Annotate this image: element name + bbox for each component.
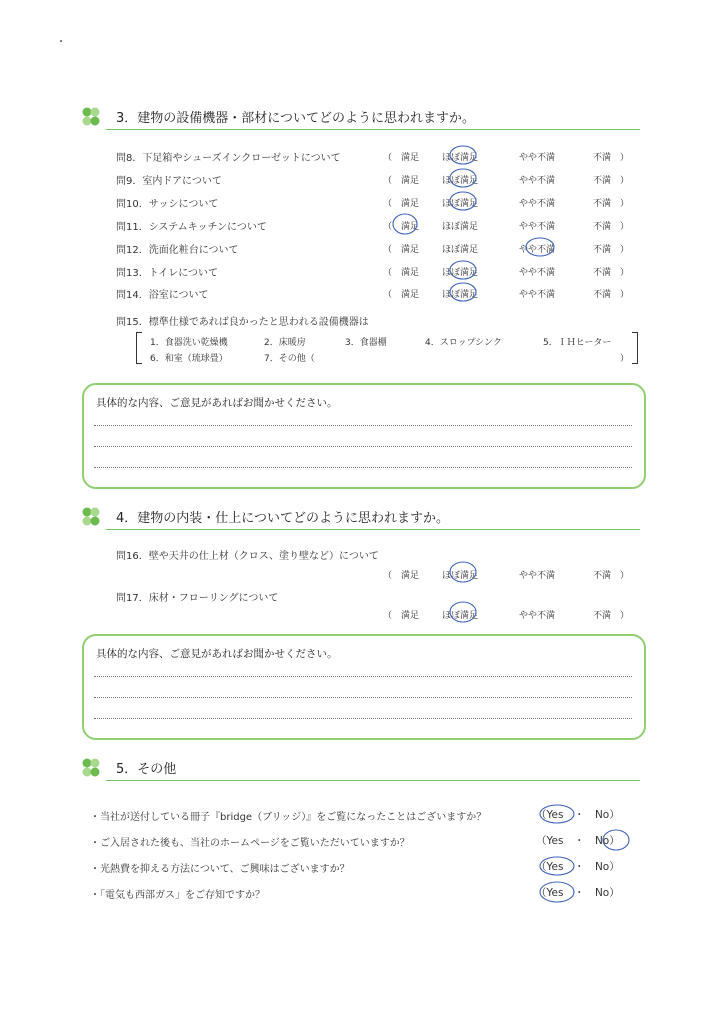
- pen-circle-mark: [450, 602, 476, 622]
- question-label: 問11．システムキッチンについて: [116, 222, 267, 233]
- option-satisfied[interactable]: （ 満足: [383, 268, 420, 278]
- option-satisfied[interactable]: （ 満足: [383, 611, 420, 621]
- question-label: 問13．トイレについて: [116, 268, 219, 279]
- yes-no-answer[interactable]: （Yes ・ No）: [536, 861, 620, 873]
- other-question: ・光熱費を抑える方法について、ご興味はございますか？: [90, 864, 350, 875]
- q15-item[interactable]: 5．ＩＨヒーター: [543, 338, 612, 348]
- option-dissatisfied[interactable]: 不満 ）: [593, 571, 630, 581]
- pen-circle-mark: [393, 214, 417, 234]
- option-satisfied[interactable]: （ 満足: [383, 153, 420, 163]
- option-dissatisfied[interactable]: 不満 ）: [593, 611, 630, 621]
- option-mostly-satisfied[interactable]: ほぼ満足: [442, 611, 479, 621]
- option-satisfied[interactable]: （ 満足: [383, 222, 420, 232]
- option-somewhat-dissatisfied[interactable]: やや不満: [519, 290, 556, 300]
- pen-circle-mark: [526, 238, 554, 256]
- option-mostly-satisfied[interactable]: ほぼ満足: [442, 153, 479, 163]
- section3-title: 3．建物の設備機器・部材についてどのように思われますか。: [116, 111, 476, 126]
- q15-item[interactable]: 7．その他（: [264, 354, 315, 364]
- pen-circle-mark: [450, 283, 476, 301]
- option-somewhat-dissatisfied[interactable]: やや不満: [519, 268, 556, 278]
- yes-no-answer[interactable]: （Yes ・ No）: [536, 809, 620, 821]
- option-somewhat-dissatisfied[interactable]: やや不満: [519, 199, 556, 209]
- pen-circle-mark: [450, 261, 476, 279]
- option-somewhat-dissatisfied[interactable]: やや不満: [519, 571, 556, 581]
- option-satisfied[interactable]: （ 満足: [383, 290, 420, 300]
- option-satisfied[interactable]: （ 満足: [383, 176, 420, 186]
- option-dissatisfied[interactable]: 不満 ）: [593, 176, 630, 186]
- option-dissatisfied[interactable]: 不満 ）: [593, 268, 630, 278]
- option-satisfied[interactable]: （ 満足: [383, 571, 420, 581]
- question-label: 問9．室内ドアについて: [116, 176, 222, 187]
- option-somewhat-dissatisfied[interactable]: やや不満: [519, 611, 556, 621]
- option-mostly-satisfied[interactable]: ほぼ満足: [442, 290, 479, 300]
- comment-label: 具体的な内容、ご意見があればお聞かせください。: [96, 397, 338, 409]
- pen-circle-mark: [450, 169, 476, 187]
- pen-circle-mark: [540, 882, 574, 902]
- option-mostly-satisfied[interactable]: ほぼ満足: [442, 571, 479, 581]
- question-label: 問14．浴室について: [116, 290, 209, 301]
- option-mostly-satisfied[interactable]: ほぼ満足: [442, 199, 479, 209]
- q15-close-paren: ）: [620, 354, 630, 364]
- other-question: ・ご入居された後も、当社のホームページをご覧いただいていますか？: [90, 838, 410, 849]
- pen-circle-mark: [450, 146, 476, 164]
- option-dissatisfied[interactable]: 不満 ）: [593, 153, 630, 163]
- option-dissatisfied[interactable]: 不満 ）: [593, 222, 630, 232]
- option-somewhat-dissatisfied[interactable]: やや不満: [519, 245, 556, 255]
- pen-circle-mark: [603, 830, 629, 850]
- option-mostly-satisfied[interactable]: ほぼ満足: [442, 222, 479, 232]
- option-dissatisfied[interactable]: 不満 ）: [593, 245, 630, 255]
- question-label: 問8．下足箱やシューズインクローゼットについて: [116, 153, 341, 164]
- option-mostly-satisfied[interactable]: ほぼ満足: [442, 245, 479, 255]
- comment-label: 具体的な内容、ご意見があればお聞かせください。: [96, 648, 338, 660]
- other-question: ・「電気も西部ガス」をご存知ですか？: [90, 890, 265, 901]
- q15-item[interactable]: 1．食器洗い乾燥機: [150, 338, 228, 348]
- option-somewhat-dissatisfied[interactable]: やや不満: [519, 222, 556, 232]
- option-dissatisfied[interactable]: 不満 ）: [593, 290, 630, 300]
- question-label: 問12．洗面化粧台について: [116, 245, 239, 256]
- q15-item[interactable]: 3．食器棚: [345, 338, 387, 348]
- question-label: 問17．床材・フローリングについて: [116, 593, 279, 604]
- section5-title: 5．その他: [116, 762, 177, 777]
- scan-speck: [60, 40, 62, 42]
- option-somewhat-dissatisfied[interactable]: やや不満: [519, 153, 556, 163]
- other-question: ・当社が送付している冊子『bridge（ブリッジ）』をご覧になったことはございますか？: [90, 812, 487, 823]
- question-label: 問10．サッシについて: [116, 199, 219, 210]
- q15-item[interactable]: 4．スロップシンク: [425, 338, 502, 348]
- option-mostly-satisfied[interactable]: ほぼ満足: [442, 176, 479, 186]
- q15-label: 問15．標準仕様であれば良かったと思われる設備機器は: [116, 317, 369, 328]
- option-somewhat-dissatisfied[interactable]: やや不満: [519, 176, 556, 186]
- yes-no-answer[interactable]: （Yes ・ No）: [536, 887, 620, 899]
- q15-item[interactable]: 2．床暖房: [264, 338, 306, 348]
- section4-title: 4．建物の内装・仕上についてどのように思われますか。: [116, 511, 450, 526]
- option-dissatisfied[interactable]: 不満 ）: [593, 199, 630, 209]
- pen-circle-mark: [450, 562, 476, 582]
- pen-circle-mark: [540, 857, 574, 875]
- q15-item[interactable]: 6．和室（琉球畳）: [150, 354, 228, 364]
- option-satisfied[interactable]: （ 満足: [383, 199, 420, 209]
- option-satisfied[interactable]: （ 満足: [383, 245, 420, 255]
- option-mostly-satisfied[interactable]: ほぼ満足: [442, 268, 479, 278]
- pen-circle-mark: [450, 192, 476, 210]
- pen-circle-mark: [540, 805, 574, 823]
- question-label: 問16．壁や天井の仕上材（クロス、塗り壁など）について: [116, 551, 379, 562]
- yes-no-answer[interactable]: （Yes ・ No）: [536, 835, 620, 847]
